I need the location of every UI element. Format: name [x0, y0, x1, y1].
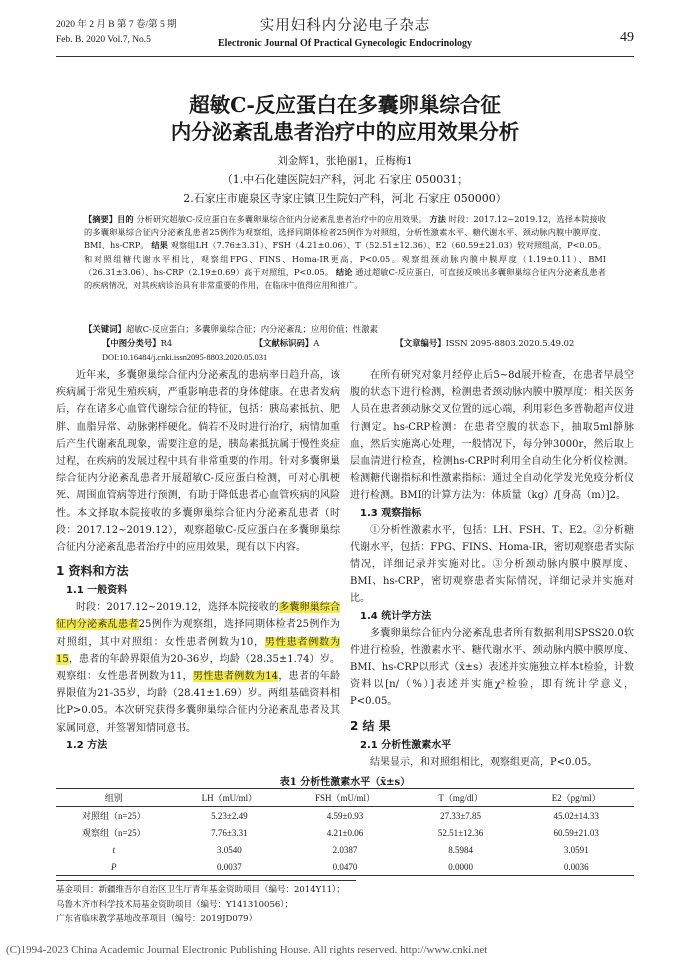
subsection-heading-1-4: 1.4 统计学方法 — [360, 610, 432, 622]
table-header: LH（mU/ml） — [201, 793, 258, 803]
keywords-label: 【关键词】 — [84, 324, 126, 334]
abstract-label: 【摘要】目的 — [84, 214, 134, 224]
subsection-heading-2-1: 2.1 分析性激素水平 — [360, 739, 452, 751]
left-column — [56, 367, 340, 754]
table-cell: t — [112, 844, 116, 855]
table-cell: 0.0470 — [332, 861, 358, 872]
highlight-2: 男性患者例数为15 — [56, 636, 340, 665]
indicators-paragraph: ①分析性激素水平，包括：LH、FSH、T、E2。②分析糖代谢水平，包括：FPG、FINS、Homa-IR，密切观察患者实际情况，详细记录并实施对比。③分析颈动脉内膜中膜厚度、BMI、hs-CRP，密切观察患者实际情况，详细记录并实施对比。 — [350, 524, 634, 605]
keywords — [84, 323, 606, 336]
table-cell: 27.33±7.85 — [440, 810, 482, 821]
subsection-heading-1-1: 1.1 一般资料 — [66, 585, 128, 597]
footnote: 基金项目：新疆维吾尔自治区卫生厅青年基金资助项目（编号：2014Y11）； — [56, 885, 345, 895]
running-header — [56, 16, 634, 57]
table-row — [56, 824, 634, 841]
results-paragraph: 结果显示，和对照组相比，观察组更高，P<0.05。 — [370, 756, 598, 768]
page-number: 49 — [620, 30, 634, 45]
clc-label: 【中图分类号】 — [102, 338, 161, 348]
highlight-3: 男性患者例数为14 — [193, 671, 279, 683]
text-run: 25例作为观察组，选择同期体检者25例作为对照组，其中对照组：女性患者例数为10， — [56, 619, 341, 648]
table-cell: 4.21±0.06 — [326, 827, 364, 838]
abstract-method: 时段：2017.12~2019.12，选择本院接收的多囊卵巢综合征内分泌紊乱患者25例作为观察组，选择同期体检者25例作为对照组，分析性激素水平、糖代谢水平、颈动脉内膜中膜厚度、BMI、hs-CRP。 — [84, 214, 606, 251]
table-cell: 5.23±2.49 — [211, 810, 248, 821]
table-cell: 0.0036 — [563, 861, 589, 872]
intro-paragraph: 近年来，多囊卵巢综合征内分泌紊乱的患病率日趋升高，该疾病属于常见生殖疾病，严重影响患者的身体健康。在患者发病后，存在诸多心血管代谢综合征的特征，包括：胰岛素抵抗、肥胖、血脂异常、动脉粥样硬化。倘若不及时进行治疗，病情加重后产生代谢紊乱现象，需要注意的是，胰岛素抵抗属于慢性炎症过程，在疾病的发展过程中具有非常重要的作用。针对多囊卵巢综合征内分泌紊乱患者开展超敏C-反应蛋白检测，可对心肌梗死、周围血管病等进行预测，有助于降低患者心血管疾病的风险性。本文择取本院接收的多囊卵巢综合征内分泌紊乱患者（时段：2017.12~2019.12），观察超敏C-反应蛋白在多囊卵巢综合征内分泌紊乱患者治疗中的应用效果，现有以下内容。 — [56, 370, 340, 554]
methods-paragraph: 在所有研究对象月经停止后5~8d展开检查，在患者早晨空腹的状态下进行检测，检测患者颈动脉内膜中膜厚度：相关医务人员在患者颈动脉交叉位置的远心端，利用彩色多普勒超声仪进行测定。hs-CRP检测：在患者空腹的状态下，抽取5ml静脉血，然后实施离心处理，一般情况下，每分钟3000r，然后取上层血清进行检查，检测hs-CRP时利用全自动生化分析仪检测。检测糖代谢指标和性激素指标：通过全自动化学发光免疫分析仪进行检测。BMI的计算方法为：体质量（kg）/[身高（m）]2。 — [350, 370, 634, 502]
author-list: 刘金辉1，张艳丽1，丘梅梅1 — [277, 155, 413, 167]
affiliations — [0, 170, 690, 208]
table-cell: 0.0037 — [217, 861, 242, 872]
article-number-label: 【文章编号】 — [395, 338, 446, 348]
table-cell: 4.59±0.93 — [326, 810, 364, 821]
section-heading-1: 1 资料和方法 — [56, 564, 129, 579]
affiliation-1: （1.中石化建医院妇产科，河北 石家庄 050031； — [221, 173, 469, 186]
data-table — [56, 788, 634, 876]
text-run: 时段：2017.12~2019.12，选择本院接收的 — [76, 602, 280, 614]
classification-line — [84, 337, 606, 350]
text-run: ，患者的年龄界限值为21-35岁，均龄（28.41±1.69）岁。两组基础资料相比P>0.05。本次研究获得多囊卵巢综合征内分泌紊乱患者及其家属同意，并签署知情同意书。 — [56, 671, 340, 734]
table-cell: 观察组（n=25） — [82, 828, 146, 838]
table-row — [56, 807, 634, 825]
subsection-heading-1-3: 1.3 观察指标 — [360, 507, 422, 519]
table-header: T（mg/dl） — [438, 793, 483, 803]
highlight-1: 多囊卵巢综合征内分泌紊乱患者 — [56, 602, 340, 631]
table-cell: 3.0591 — [563, 844, 589, 855]
table-header: 组别 — [104, 793, 123, 803]
abstract — [84, 213, 606, 292]
table-header: FSH（mU/ml） — [314, 793, 375, 803]
abstract-result-label: 结果 — [151, 240, 168, 251]
table-cell: 对照组（n=25） — [82, 811, 146, 821]
journal-name-en: Electronic Journal Of Practical Gynecologic Endocrinology — [218, 38, 472, 49]
table-header: E2（pg/ml） — [551, 793, 601, 803]
table-caption: 表1 分析性激素水平（x̄±s） — [279, 777, 411, 788]
paper-title — [0, 92, 690, 146]
title-line-2: 内分泌紊乱患者治疗中的应用效果分析 — [170, 120, 520, 144]
subsection-heading-1-2: 1.2 方法 — [66, 739, 108, 751]
journal-name — [56, 16, 634, 51]
title-line-1: 超敏C-反应蛋白在多囊卵巢综合征 — [189, 93, 501, 117]
abstract-objective: 分析研究超敏C-反应蛋白在多囊卵巢综合征内分泌紊乱患者治疗中的应用效果。 — [136, 214, 427, 224]
footnote: 乌鲁木齐市科学技术局基金资助项目（编号：Y141310056）； — [56, 899, 294, 910]
clc-value: R4 — [160, 338, 173, 348]
abstract-result: 观察组LH（7.76±3.31）、FSH（4.21±0.06）、T（52.51±12.36）、E2（60.59±21.03）较对照组高，P<0.05。和对照组糖代谢水平相比，观察组FPG、FINS、Homa-IR更高，P<0.05。观察组颈动脉内膜中膜厚度（1.19±0.11）、BMI（26.31±3.06）、hs-CRP（2.19±0.69）高于对照组，P<0.05。 — [84, 240, 606, 277]
table-cell: 2.0387 — [332, 844, 358, 855]
doc-code-value: A — [313, 338, 320, 348]
doi: DOI:10.16484/j.cnki.issn2095-8803.2020.05.031 — [102, 353, 268, 362]
table-cell: 3.0540 — [217, 844, 242, 855]
footnotes — [56, 880, 356, 927]
issue-en: Feb. B. 2020 Vol.7, No.5 — [56, 35, 151, 45]
footnote: 广东省临床教学基地改革项目（编号：2019JD079） — [56, 914, 258, 924]
table-cell: 7.76±3.31 — [211, 827, 248, 838]
table-cell: 52.51±12.36 — [437, 827, 484, 838]
abstract-conclusion: 通过超敏C-反应蛋白，可直接反映出多囊卵巢综合征内分泌紊乱患者的疾病情况，对其疾病诊治具有非常重要的作用，在临床中值得应用和推广。 — [84, 266, 606, 291]
table-cell: 0.0000 — [448, 861, 473, 872]
table-row — [56, 858, 634, 876]
statistics-paragraph: 多囊卵巢综合征内分泌紊乱患者所有数据利用SPSS20.0软件进行检验，性激素水平、糖代谢水平、颈动脉内膜中膜厚度、BMI、hs-CRP以形式（x̄±s）表述并实施独立样本t检验，计数资料以[n/（%）]表述并实施χ²检验，即有统计学意义，P<0.05。 — [350, 627, 634, 708]
doc-code-label: 【文献标识码】 — [254, 338, 314, 348]
article-number-value: ISSN 2095-8803.2020.5.49.02 — [445, 338, 575, 348]
table-cell: P — [111, 861, 117, 872]
table-cell: 8.5984 — [448, 844, 473, 855]
journal-name-cn: 实用妇科内分泌电子杂志 — [259, 18, 431, 34]
copyright-notice: (C)1994-2023 China Academic Journal Electronic Publishing House. All rights reserved. http://www.cnki.net — [6, 944, 488, 956]
abstract-method-label: 方法 — [429, 214, 446, 224]
table-row — [56, 841, 634, 858]
affiliation-2: 2.石家庄市鹿泉区寺家庄镇卫生院妇产科，河北 石家庄 050000） — [183, 192, 507, 205]
right-column — [350, 367, 634, 771]
issue-cn: 2020 年 2 月 B 第 7 卷/第 5 期 — [56, 20, 177, 30]
text-run: ，患者的年龄界限值为20-36岁，均龄（28.35±1.74）岁。观察组：女性患者例数为11， — [56, 653, 340, 683]
table-cell: 45.02±14.33 — [553, 810, 599, 821]
keywords-text: 超敏C-反应蛋白；多囊卵巢综合征；内分泌紊乱；应用价值；性激素 — [125, 324, 378, 334]
section-heading-2: 2 结 果 — [350, 718, 391, 733]
table-cell: 60.59±21.03 — [553, 827, 599, 838]
general-data-paragraph — [56, 599, 340, 737]
abstract-conclusion-label: 结论 — [335, 266, 353, 277]
table-header-row — [56, 789, 634, 807]
